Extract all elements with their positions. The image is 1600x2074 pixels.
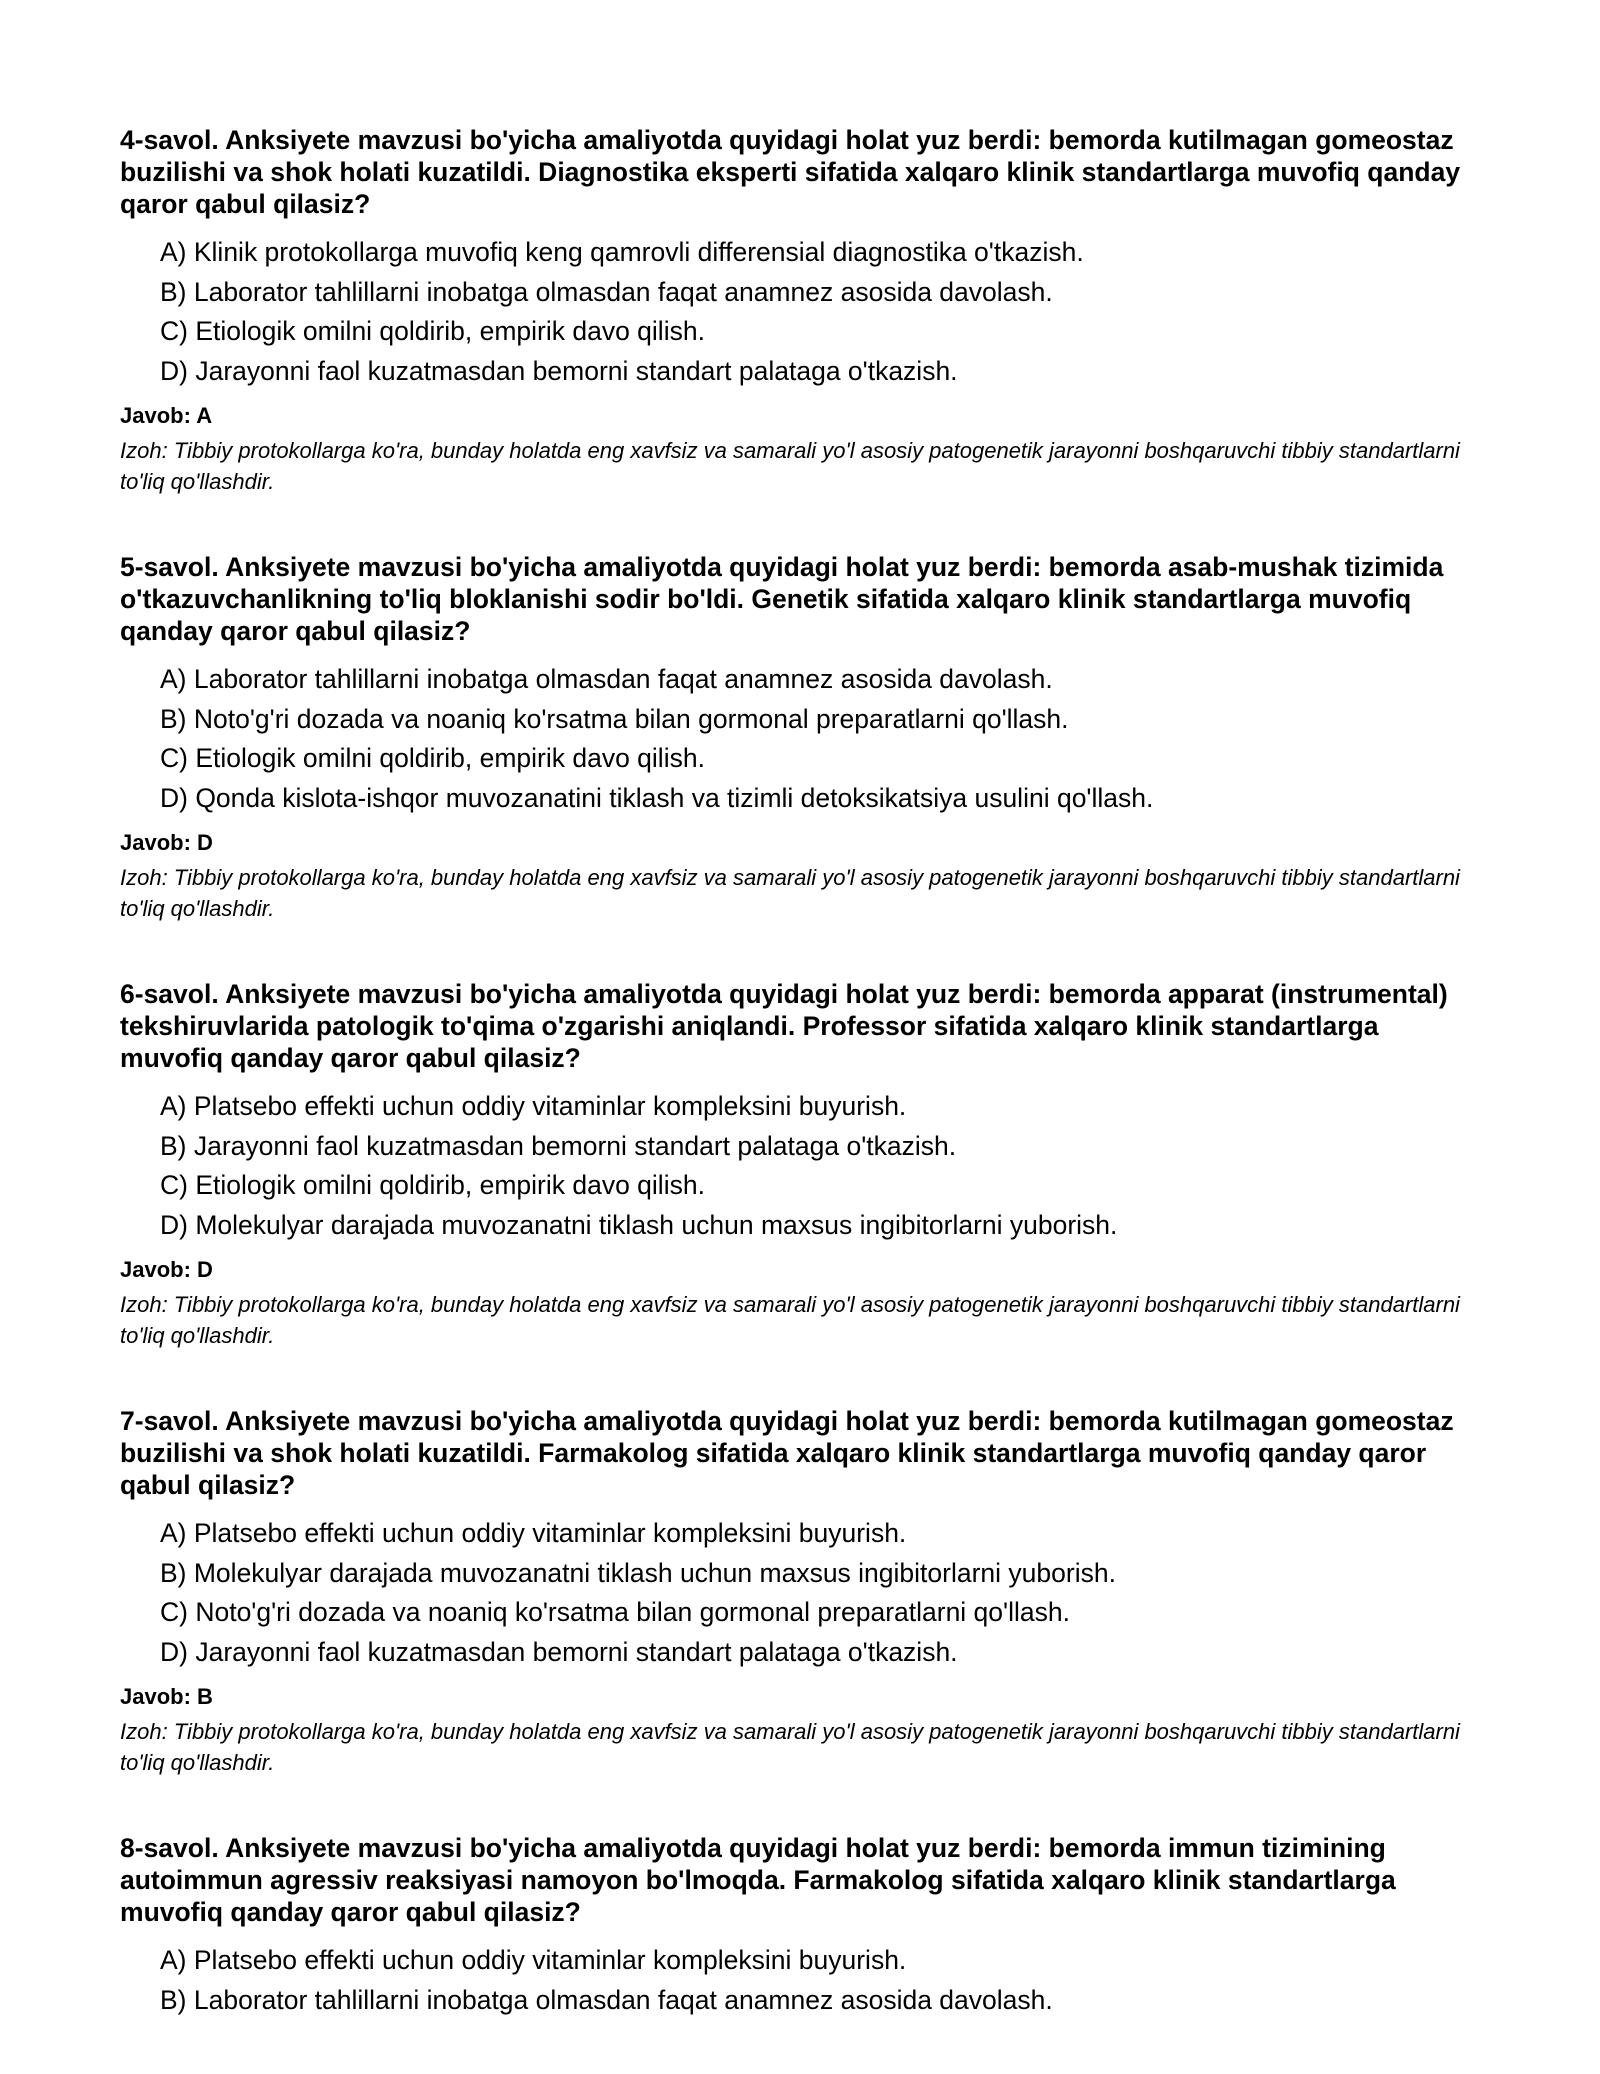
- options-list: [120, 660, 1480, 818]
- option-a: A) Platsebo effekti uchun oddiy vitaminlar kompleksini buyurish.: [160, 1518, 907, 1548]
- question-text: 7-savol. Anksiyete mavzusi bo'yicha amaliyotda quyidagi holat yuz berdi: bemorda kutilmagan gomeostaz buzilishi va shok holati kuzatildi. Farmakolog sifatida xalqaro klinik standartlarga muvofiq qanday qaror qabul qilasiz?: [120, 1406, 1454, 1500]
- question-block: [120, 124, 1480, 497]
- answer-label: Javob: D: [120, 830, 213, 855]
- option-b: B) Laborator tahlillarni inobatga olmasdan faqat anamnez asosida davolash.: [160, 276, 1053, 307]
- document-page: [120, 124, 1480, 2074]
- option-a: A) Laborator tahlillarni inobatga olmasdan faqat anamnez asosida davolash.: [160, 664, 1053, 694]
- option-b: B) Jarayonni faol kuzatmasdan bemorni standart palataga o'tkazish.: [160, 1130, 957, 1161]
- question-text: 8-savol. Anksiyete mavzusi bo'yicha amaliyotda quyidagi holat yuz berdi: bemorda immun tizimining autoimmun agressiv reaksiyasi namoyon bo'lmoqda. Farmakolog sifatida xalqaro klinik standartlarga muvofiq qanday qaror qabul qilasiz?: [120, 1833, 1396, 1927]
- option-b: B) Laborator tahlillarni inobatga olmasdan faqat anamnez asosida davolash.: [160, 1984, 1053, 2015]
- option-c: C) Noto'g'ri dozada va noaniq ko'rsatma bilan gormonal preparatlarni qo'llash.: [160, 1597, 1070, 1627]
- options-list: [120, 1087, 1480, 1245]
- question-block: [120, 1832, 1480, 2020]
- option-d: D) Jarayonni faol kuzatmasdan bemorni standart palataga o'tkazish.: [160, 355, 958, 386]
- question-text: 4-savol. Anksiyete mavzusi bo'yicha amaliyotda quyidagi holat yuz berdi: bemorda kutilmagan gomeostaz buzilishi va shok holati kuzatildi. Diagnostika eksperti sifatida xalqaro klinik standartlarga muvofiq qanday qaror qabul qilasiz?: [120, 125, 1461, 219]
- explanation-note: Izoh: Tibbiy protokollarga ko'ra, bunday holatda eng xavfsiz va samarali yo'l asosiy patogenetik jarayonni boshqaruvchi tibbiy standartlarni to'liq qo'llashdir.: [120, 1292, 1460, 1348]
- options-list: [120, 1941, 1480, 2020]
- answer-label: Javob: A: [120, 403, 213, 428]
- option-a: A) Klinik protokollarga muvofiq keng qamrovli differensial diagnostika o'tkazish.: [160, 237, 1084, 267]
- explanation-note: Izoh: Tibbiy protokollarga ko'ra, bunday holatda eng xavfsiz va samarali yo'l asosiy patogenetik jarayonni boshqaruvchi tibbiy standartlarni to'liq qo'llashdir.: [120, 1719, 1460, 1775]
- option-c: C) Etiologik omilni qoldirib, empirik davo qilish.: [160, 316, 705, 346]
- option-c: C) Etiologik omilni qoldirib, empirik davo qilish.: [160, 743, 705, 773]
- options-list: [120, 233, 1480, 391]
- question-block: [120, 1405, 1480, 1778]
- option-b: B) Noto'g'ri dozada va noaniq ko'rsatma bilan gormonal preparatlarni qo'llash.: [160, 703, 1069, 734]
- option-b: B) Molekulyar darajada muvozanatni tiklash uchun maxsus ingibitorlarni yuborish.: [160, 1557, 1116, 1588]
- option-d: D) Qonda kislota-ishqor muvozanatini tiklash va tizimli detoksikatsiya usulini qo'llash.: [160, 782, 1154, 813]
- explanation-note: Izoh: Tibbiy protokollarga ko'ra, bunday holatda eng xavfsiz va samarali yo'l asosiy patogenetik jarayonni boshqaruvchi tibbiy standartlarni to'liq qo'llashdir.: [120, 865, 1460, 921]
- option-d: D) Jarayonni faol kuzatmasdan bemorni standart palataga o'tkazish.: [160, 1636, 958, 1667]
- question-block: [120, 978, 1480, 1351]
- option-a: A) Platsebo effekti uchun oddiy vitaminlar kompleksini buyurish.: [160, 1945, 907, 1975]
- explanation-note: Izoh: Tibbiy protokollarga ko'ra, bunday holatda eng xavfsiz va samarali yo'l asosiy patogenetik jarayonni boshqaruvchi tibbiy standartlarni to'liq qo'llashdir.: [120, 438, 1460, 494]
- answer-label: Javob: D: [120, 1257, 213, 1282]
- options-list: [120, 1514, 1480, 1672]
- option-d: D) Molekulyar darajada muvozanatni tiklash uchun maxsus ingibitorlarni yuborish.: [160, 1209, 1118, 1240]
- answer-label: Javob: B: [120, 1684, 213, 1709]
- option-c: C) Etiologik omilni qoldirib, empirik davo qilish.: [160, 1170, 705, 1200]
- question-text: 5-savol. Anksiyete mavzusi bo'yicha amaliyotda quyidagi holat yuz berdi: bemorda asab-mushak tizimida o'tkazuvchanlikning to'liq bloklanishi sodir bo'ldi. Genetik sifatida xalqaro klinik standartlarga muvofiq qanday qaror qabul qilasiz?: [120, 552, 1444, 646]
- question-block: [120, 551, 1480, 924]
- option-a: A) Platsebo effekti uchun oddiy vitaminlar kompleksini buyurish.: [160, 1091, 907, 1121]
- question-text: 6-savol. Anksiyete mavzusi bo'yicha amaliyotda quyidagi holat yuz berdi: bemorda apparat (instrumental) tekshiruvlarida patologik to'qima o'zgarishi aniqlandi. Professor sifatida xalqaro klinik standartlarga muvofiq qanday qaror qabul qilasiz?: [120, 979, 1448, 1073]
